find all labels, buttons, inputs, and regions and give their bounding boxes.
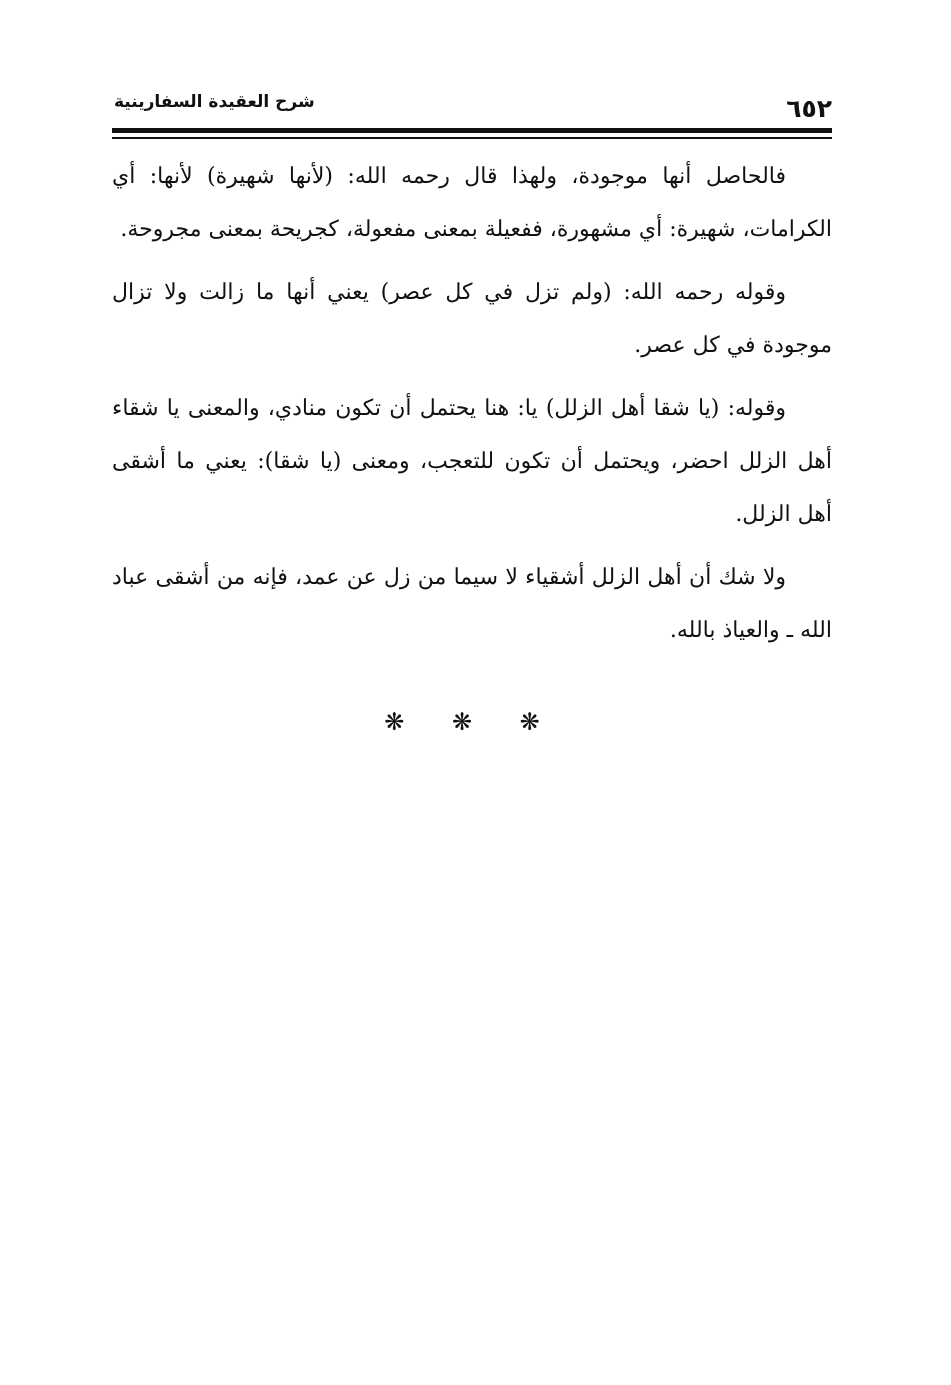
body-text [112, 150, 832, 667]
paragraph-4: ولا شك أن أهل الزلل أشقياء لا سيما من زل عن عمد، فإنه من أشقى عباد الله ـ والعياذ بالله. [112, 565, 832, 643]
section-separator-asterisks: ❋ ❋ ❋ [384, 708, 560, 736]
paragraph-1: فالحاصل أنها موجودة، ولهذا قال رحمه الله: (لأنها شهيرة) لأنها: أي الكرامات، شهيرة: أي مشهورة، ففعيلة بمعنى مفعولة، كجريحة بمعنى مجروحة. [112, 164, 832, 242]
header-rule-thin [112, 137, 832, 139]
paragraph-3: وقوله: (يا شقا أهل الزلل) يا: هنا يحتمل أن تكون منادي، والمعنى يا شقاء أهل الزلل احضر، ويحتمل أن تكون للتعجب، ومعنى (يا شقا): يعني ما أشقى أهل الزلل. [112, 396, 832, 527]
page-header [112, 88, 832, 122]
header-rule-thick [112, 128, 832, 133]
page-number: ٦٥٢ [786, 94, 832, 123]
running-title: شرح العقيدة السفارينية [114, 92, 315, 112]
paragraph-2: وقوله رحمه الله: (ولم تزل في كل عصر) يعني أنها ما زالت ولا تزال موجودة في كل عصر. [112, 280, 832, 358]
